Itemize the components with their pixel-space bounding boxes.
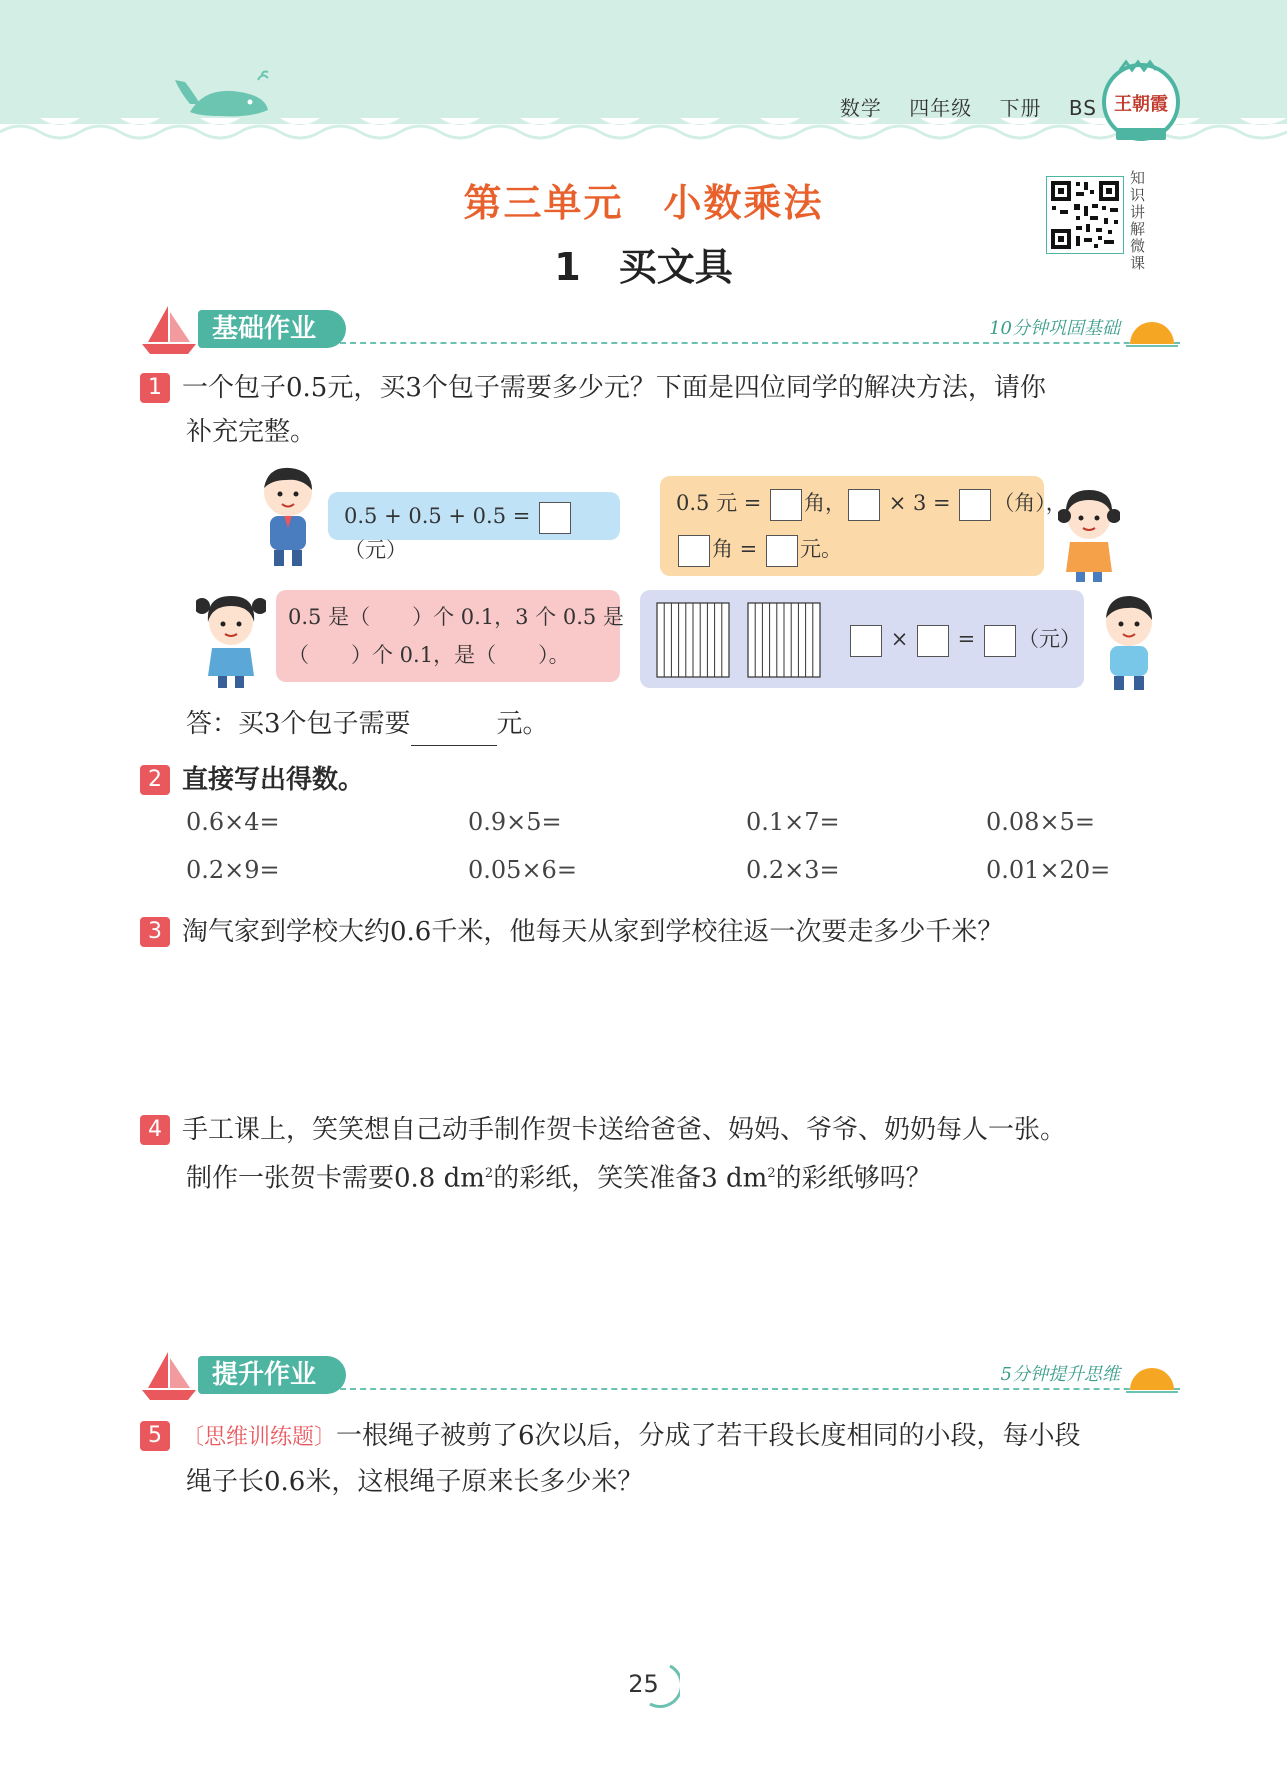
question-number: 5	[140, 1421, 170, 1451]
calc-item: 0.6×4=	[186, 808, 280, 836]
section-divider	[340, 342, 1180, 344]
sailboat-icon	[140, 302, 200, 358]
section-advanced-note: 5分钟提升思维	[1000, 1364, 1120, 1385]
question-text-cont: 的彩纸，笑笑准备3 dm	[493, 1163, 768, 1194]
answer-box[interactable]	[678, 535, 710, 567]
bubble-text: 角 =	[712, 537, 758, 561]
question-text-cont: 的彩纸够吗？	[775, 1163, 932, 1194]
answer-suffix: 元。	[496, 709, 549, 739]
calc-item: 0.05×6=	[468, 856, 577, 884]
calc-item: 0.2×3=	[746, 856, 840, 884]
calc-item: 0.9×5=	[468, 808, 562, 836]
thinking-tag: 〔思维训练题〕	[182, 1425, 337, 1450]
sunset-icon	[1124, 1356, 1180, 1396]
answer-box[interactable]	[959, 489, 991, 521]
bubble-jiao-conversion	[660, 476, 1067, 576]
question-number: 1	[140, 373, 170, 403]
question-text: 淘气家到学校大约0.6千米，他每天从家到学校往返一次要走多少千米？	[182, 917, 1004, 947]
bubble-text: （角），	[993, 491, 1067, 515]
girl-character-1	[1058, 486, 1120, 582]
superscript: 2	[767, 1166, 776, 1181]
bubble-unit: （元）	[344, 537, 407, 562]
bubble-tenths	[276, 590, 624, 682]
section-basic-header	[140, 302, 1180, 358]
page-number	[0, 1670, 1287, 1698]
sunset-icon	[1124, 310, 1180, 350]
header-subject: 数学	[839, 96, 882, 120]
boy-character-1	[258, 466, 318, 568]
answer-box[interactable]	[539, 502, 571, 534]
answer-box[interactable]	[984, 625, 1016, 657]
question-text: 一根绳子被剪了6次以后，分成了若干段长度相同的小段，每小段	[336, 1421, 1081, 1451]
girl-character-2	[196, 592, 266, 690]
section-advanced-title: 提升作业	[198, 1356, 346, 1394]
tenths-grid-diagram	[656, 602, 822, 678]
logo-text: 王朝霞	[1114, 94, 1168, 115]
calc-item: 0.2×9=	[186, 856, 280, 884]
sailboat-icon	[140, 1348, 200, 1404]
section-advanced-header	[140, 1348, 1180, 1404]
section-basic-note: 10分钟巩固基础	[989, 318, 1120, 339]
question-text: 一个包子0.5元，买3个包子需要多少元？下面是四位同学的解决方法，请你	[182, 373, 1046, 403]
lesson-title: 1 买文具	[554, 245, 733, 289]
bubble-text: =	[957, 627, 976, 651]
calc-item: 0.08×5=	[986, 808, 1095, 836]
question-1-answer	[140, 702, 1236, 746]
answer-box[interactable]	[848, 489, 880, 521]
bubble-text: （ ）个 0.1，是（ ）。	[288, 643, 570, 667]
calc-item: 0.01×20=	[986, 856, 1111, 884]
header-edition: BS	[1068, 96, 1097, 120]
question-text: 直接写出得数。	[182, 765, 365, 795]
bubble-text: 角，	[804, 491, 847, 515]
question-text-cont: 制作一张贺卡需要0.8 dm	[186, 1163, 485, 1194]
question-number: 3	[140, 917, 170, 947]
section-divider	[340, 1388, 1180, 1390]
bubble-text: 0.5 元 =	[676, 491, 762, 515]
bubble-addition-text: 0.5 + 0.5 + 0.5 =	[344, 504, 531, 528]
question-text-cont: 绳子长0.6米，这根绳子原来长多少米？	[186, 1467, 644, 1497]
question-1	[140, 366, 1190, 454]
question-2	[140, 758, 1190, 802]
qr-code-icon[interactable]	[1046, 176, 1124, 254]
question-number: 4	[140, 1115, 170, 1145]
section-basic-title: 基础作业	[198, 310, 346, 348]
bubble-text: ×	[890, 627, 909, 651]
bubble-text: 0.5 是（ ）个 0.1，3 个 0.5 是	[288, 605, 624, 629]
qr-label: 知识讲解微课	[1130, 169, 1146, 272]
answer-box[interactable]	[917, 625, 949, 657]
calc-item: 0.1×7=	[746, 808, 840, 836]
bubble-text: 元。	[799, 537, 842, 561]
question-3	[140, 910, 1190, 954]
header-volume: 下册	[999, 96, 1042, 120]
question-5	[140, 1414, 1190, 1504]
answer-box[interactable]	[766, 535, 798, 567]
answer-box[interactable]	[850, 625, 882, 657]
question-text-cont: 补充完整。	[186, 417, 317, 447]
header-grade: 四年级	[909, 96, 973, 120]
question-4	[140, 1108, 1190, 1201]
answer-box[interactable]	[770, 489, 802, 521]
bubble-text: × 3 =	[888, 491, 951, 515]
question-text: 手工课上，笑笑想自己动手制作贺卡送给爸爸、妈妈、爷爷、奶奶每人一张。	[182, 1115, 1067, 1145]
bubble-grid-model	[640, 590, 1084, 688]
answer-blank[interactable]	[411, 719, 497, 746]
page-number-text: 25	[628, 1670, 659, 1698]
superscript: 2	[484, 1166, 494, 1181]
header-meta	[820, 92, 1097, 121]
bubble-addition	[328, 492, 620, 562]
boy-character-2	[1096, 594, 1162, 690]
answer-prefix: 答：买3个包子需要	[186, 709, 411, 739]
publisher-logo	[1100, 58, 1182, 148]
header-wave-background	[0, 0, 1287, 160]
unit-title: 第三单元 小数乘法	[463, 181, 824, 225]
bubble-unit: （元）	[1017, 627, 1081, 651]
question-number: 2	[140, 765, 170, 795]
